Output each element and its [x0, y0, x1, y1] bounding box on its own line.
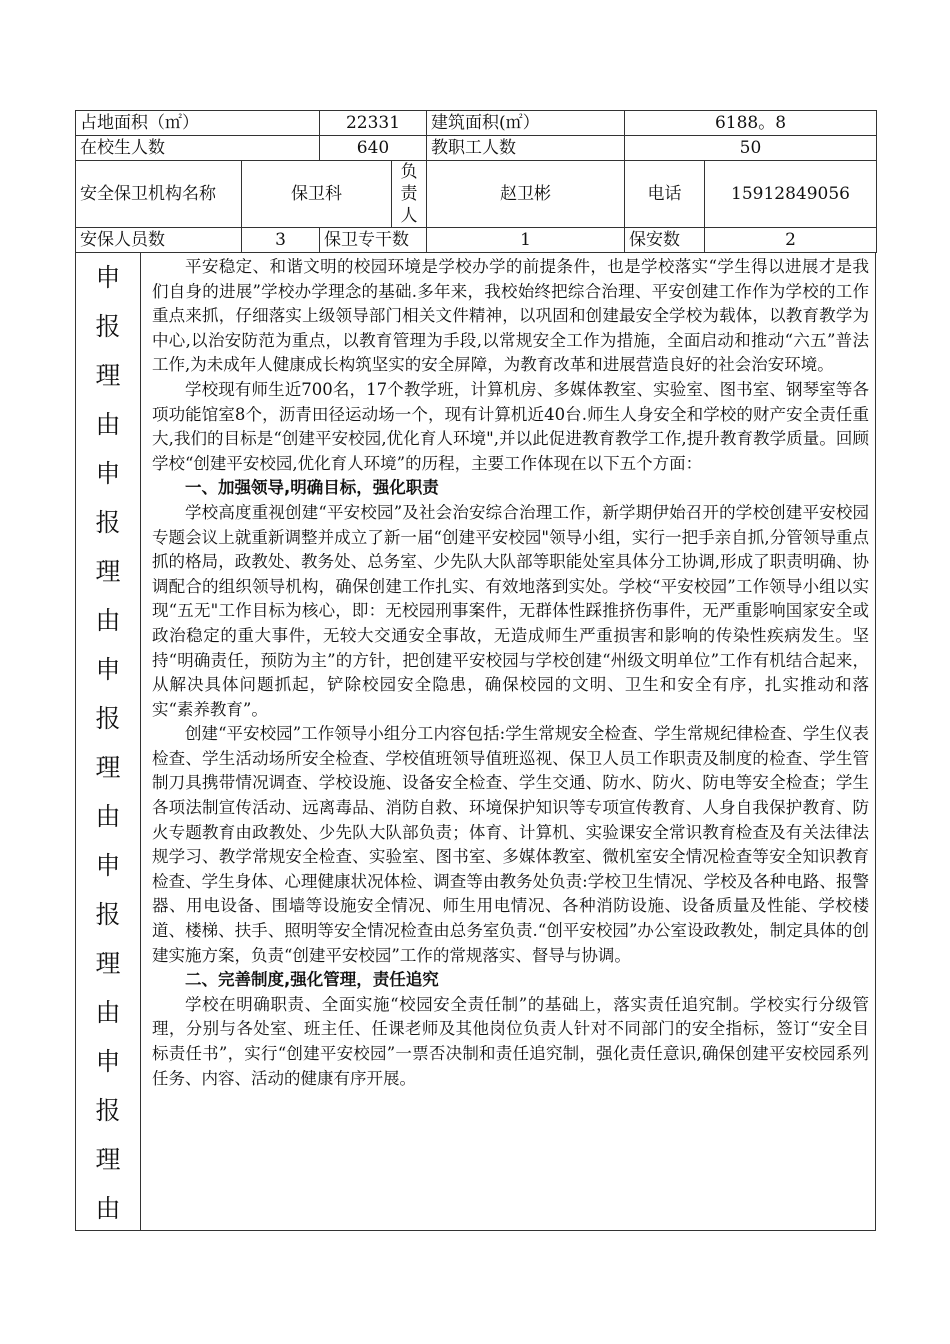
- org-value: 保卫科: [242, 161, 392, 228]
- reason-content: [142, 253, 875, 1091]
- side-char: 报: [95, 704, 121, 733]
- side-char: 由: [95, 998, 121, 1027]
- side-char: 报: [95, 312, 121, 341]
- side-char: 报: [95, 508, 121, 537]
- head-value: 赵卫彬: [427, 161, 625, 228]
- side-char: 报: [95, 1096, 121, 1125]
- area-value: 22331: [320, 111, 427, 136]
- table-row: [76, 111, 877, 136]
- fulltime-value: 1: [427, 228, 625, 253]
- body-paragraph: 创建“平安校园”工作领导小组分工内容包括:学生常规安全检查、学生常规纪律检查、学生仪表检查、学生活动场所安全检查、学校值班领导值班巡视、保卫人员工作职责及制度的检查、学生管制刀具携带情况调查、学校设施、设备安全检查、学生交通、防水、防火、防电等安全检查；学生各项法制宣传活动、远离毒品、消防自救、环境保护知识等专项宣传教育、人身自我保护教育、防火专题教育由政教处、少先队大队部负责；体育、计算机、实验课安全常识教育检查及有关法律法规学习、教学常规安全检查、实验室、图书室、多媒体教室、微机室安全情况检查等安全知识教育检查、学生身体、心理健康状况体检、调查等由教务处负责:学校卫生情况、学校及各种电路、报警器、用电设备、围墙等设施安全情况、师生用电情况、各种消防设施、设备质量及性能、学校楼道、楼梯、扶手、照明等安全情况检查由总务室负责.“创平安校园”办公室设政教处，制定具体的创建实施方案，负责“创建平安校园”工作的常规落实、督导与协调。: [152, 724, 869, 965]
- side-char: 理: [95, 1145, 121, 1174]
- reason-section: [75, 253, 876, 1231]
- org-label: 安全保卫机构名称: [76, 161, 242, 228]
- phone-label: 电话: [625, 161, 705, 228]
- side-char: 申: [95, 851, 121, 880]
- body-paragraph: 学校现有师生近700名，17个教学班，计算机房、多媒体教室、实验室、图书室、钢琴室等各项功能馆室8个，沥青田径运动场一个，现有计算机近40台.师生人身安全和学校的财产安全责任重大,我们的目标是“创建平安校园,优化育人环境",并以此促进教育教学工作,提升教育教学质量。回顾学校“创建平安校园,优化育人环境”的历程，主要工作体现在以下五个方面：: [152, 379, 869, 473]
- reason-side-label: [76, 253, 141, 1230]
- section-heading: 二、完善制度,强化管理，责任追究: [185, 970, 439, 990]
- phone-value: 15912849056: [705, 161, 877, 228]
- security-value: 2: [705, 228, 877, 253]
- body-paragraph: 学校在明确职责、全面实施“校园安全责任制”的基础上，落实责任追究制。学校实行分级管理，分别与各处室、班主任、任课老师及其他岗位负责人针对不同部门的安全指标，签订“安全目标责任书”，实行“创建平安校园”一票否决制和责任追究制，强化责任意识,确保创建平安校园系列任务、内容、活动的健康有序开展。: [152, 994, 869, 1088]
- staff-label: 教职工人数: [427, 136, 625, 161]
- area-label: 占地面积（㎡）: [76, 111, 320, 136]
- table-row: [76, 228, 877, 253]
- side-char: 理: [95, 361, 121, 390]
- side-char: 由: [95, 606, 121, 635]
- fulltime-label: 保卫专干数: [320, 228, 427, 253]
- info-table: [75, 110, 877, 253]
- building-label: 建筑面积(㎡）: [427, 111, 625, 136]
- building-value: 6188。8: [625, 111, 877, 136]
- application-form: [75, 110, 876, 1231]
- body-paragraph: 平安稳定、和谐文明的校园环境是学校办学的前提条件，也是学校落实“学生得以进展才是我们自身的进展”学校办学理念的基础.多年来，我校始终把综合治理、平安创建工作作为学校的工作重点来抓，仔细落实上级领导部门相关文件精神，以巩固和创建最安全学校为载体，以教育教学为中心,以治安防范为重点，以教育管理为手段,以常规安全工作为措施，全面启动和推动“六五”普法工作,为未成年人健康成长构筑坚实的安全屏障，为教育改革和进展营造良好的社会治安环境。: [152, 257, 869, 375]
- side-char: 申: [95, 1047, 121, 1076]
- side-char: 申: [95, 655, 121, 684]
- table-row: [76, 136, 877, 161]
- side-char: 申: [95, 263, 121, 292]
- students-value: 640: [320, 136, 427, 161]
- side-char: 由: [95, 802, 121, 831]
- side-char: 申: [95, 459, 121, 488]
- guards-label: 安保人员数: [76, 228, 242, 253]
- section-heading: 一、加强领导,明确目标，强化职责: [185, 478, 439, 498]
- table-row: [76, 161, 877, 228]
- body-paragraph: 学校高度重视创建“平安校园”及社会治安综合治理工作，新学期伊始召开的学校创建平安校园专题会议上就重新调整并成立了新一届“创建平安校园"领导小组，实行一把手亲自抓,分管领导重点抓的格局，政教处、教务处、总务室、少先队大队部等职能处室具体分工协调,形成了职责明确、协调配合的组织领导机构，确保创建工作扎实、有效地落到实处。学校“平安校园”工作领导小组以实现“五无"工作目标为核心，即：无校园刑事案件，无群体性踩推挤伤事件，无严重影响国家安全或政治稳定的重大事件，无较大交通安全事故，无造成师生严重损害和影响的传染性疾病发生。坚持“明确责任，预防为主”的方针，把创建平安校园与学校创建“州级文明单位”工作有机结合起来，从解决具体问题抓起，铲除校园安全隐患，确保校园的文明、卫生和安全有序，扎实推动和落实“素养教育”。: [152, 502, 869, 719]
- security-label: 保安数: [625, 228, 705, 253]
- side-char: 理: [95, 753, 121, 782]
- staff-value: 50: [625, 136, 877, 161]
- side-char: 理: [95, 557, 121, 586]
- guards-value: 3: [242, 228, 320, 253]
- side-char: 报: [95, 900, 121, 929]
- students-label: 在校生人数: [76, 136, 320, 161]
- head-label: 负责人: [392, 161, 427, 228]
- side-char: 由: [95, 1194, 121, 1223]
- side-char: 理: [95, 949, 121, 978]
- side-char: 由: [95, 410, 121, 439]
